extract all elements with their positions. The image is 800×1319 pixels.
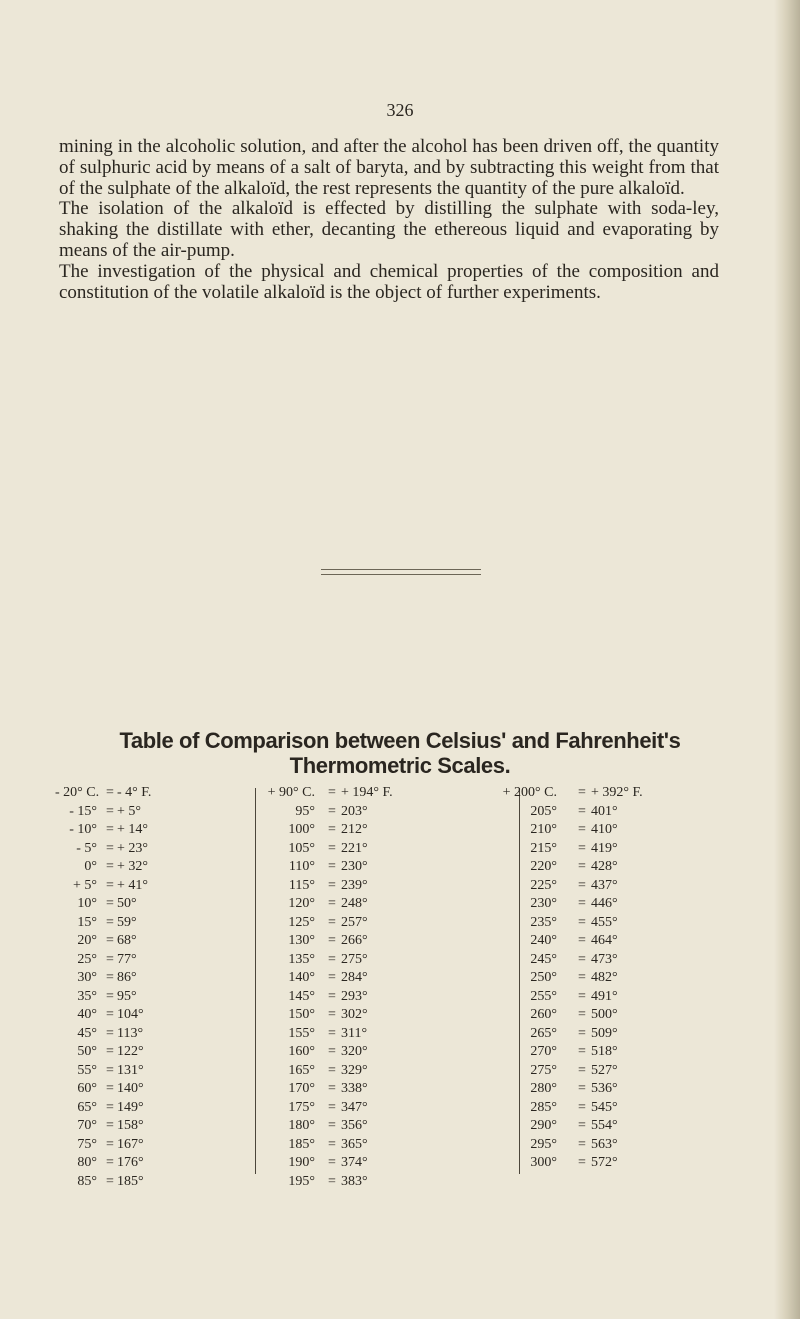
- fahrenheit-value: 266°: [341, 933, 368, 948]
- table-row: [255, 1173, 485, 1192]
- table-row: [255, 840, 485, 859]
- table-row: [487, 895, 737, 914]
- table-row: [487, 1025, 737, 1044]
- equals-sign: =: [106, 859, 114, 874]
- equals-sign: =: [328, 822, 336, 837]
- fahrenheit-value: 365°: [341, 1136, 368, 1152]
- table-row: [487, 877, 737, 896]
- fahrenheit-value: 311°: [341, 1025, 368, 1041]
- equals-sign: =: [578, 1155, 586, 1170]
- table-row: [487, 969, 737, 988]
- table-row: [487, 1006, 737, 1025]
- fahrenheit-value: 104°: [117, 1007, 144, 1022]
- fahrenheit-value: 338°: [341, 1081, 368, 1096]
- celsius-value: 120°: [288, 896, 315, 911]
- table-row: [55, 1006, 225, 1025]
- celsius-value: 250°: [530, 970, 557, 985]
- equals-sign: =: [106, 896, 114, 911]
- table-row: [55, 821, 225, 840]
- table-row: [55, 1136, 225, 1155]
- equals-sign: =: [106, 1044, 114, 1059]
- celsius-value: 95°: [295, 803, 315, 819]
- equals-sign: =: [328, 951, 336, 967]
- fahrenheit-value: 50°: [117, 896, 137, 911]
- table-row: [487, 803, 737, 822]
- equals-sign: =: [328, 1136, 336, 1152]
- celsius-value: 195°: [288, 1173, 315, 1189]
- fahrenheit-value: 113°: [117, 1025, 144, 1041]
- equals-sign: =: [106, 803, 114, 819]
- equals-sign: =: [328, 785, 336, 800]
- table-row: [487, 988, 737, 1007]
- fahrenheit-value: 176°: [117, 1155, 144, 1170]
- celsius-value: 110°: [288, 859, 315, 874]
- equals-sign: =: [106, 914, 114, 930]
- equals-sign: =: [578, 970, 586, 985]
- celsius-value: 30°: [77, 970, 97, 985]
- celsius-value: 235°: [530, 914, 557, 930]
- table-row: [255, 895, 485, 914]
- celsius-value: 75°: [77, 1136, 97, 1152]
- table-row: [55, 951, 225, 970]
- equals-sign: =: [578, 1062, 586, 1078]
- fahrenheit-value: 131°: [117, 1062, 144, 1078]
- equals-sign: =: [328, 988, 336, 1004]
- celsius-value: 255°: [530, 988, 557, 1004]
- fahrenheit-value: 428°: [591, 859, 618, 874]
- table-row: [255, 1025, 485, 1044]
- equals-sign: =: [106, 1173, 114, 1189]
- fahrenheit-value: 527°: [591, 1062, 618, 1078]
- table-row: [255, 1136, 485, 1155]
- equals-sign: =: [328, 1081, 336, 1096]
- paragraph: mining in the alcoholic solution, and after the alcohol has been driven off, the quantity of sulphuric acid by means of a salt of baryta, and by subtracting this weight from that of the sulphate of the alkaloïd, the rest represents the quantity of the pure alkaloïd.: [59, 136, 719, 199]
- table-row: [55, 1154, 225, 1173]
- fahrenheit-value: 122°: [117, 1044, 144, 1059]
- fahrenheit-value: + 194° F.: [341, 785, 393, 800]
- fahrenheit-value: 86°: [117, 970, 137, 985]
- equals-sign: =: [106, 1155, 114, 1170]
- fahrenheit-value: 554°: [591, 1118, 618, 1133]
- equals-sign: =: [328, 859, 336, 874]
- equals-sign: =: [578, 1118, 586, 1133]
- equals-sign: =: [578, 988, 586, 1004]
- celsius-value: 170°: [288, 1081, 315, 1096]
- fahrenheit-value: + 392° F.: [591, 785, 643, 800]
- equals-sign: =: [578, 840, 586, 856]
- celsius-value: 130°: [288, 933, 315, 948]
- fahrenheit-value: 401°: [591, 803, 618, 819]
- table-row: [55, 914, 225, 933]
- celsius-value: - 10°: [69, 822, 97, 837]
- celsius-value: 55°: [77, 1062, 97, 1078]
- table-row: [487, 1117, 737, 1136]
- fahrenheit-value: 284°: [341, 970, 368, 985]
- table-row: [255, 821, 485, 840]
- table-row: [487, 932, 737, 951]
- celsius-value: - 15°: [69, 803, 97, 819]
- table-row: [487, 821, 737, 840]
- table-row: [55, 1117, 225, 1136]
- fahrenheit-value: 320°: [341, 1044, 368, 1059]
- equals-sign: =: [106, 933, 114, 948]
- table-title-line-1: Table of Comparison between Celsius' and Fahrenheit's: [119, 728, 681, 753]
- table-row: [487, 784, 737, 803]
- paragraph: The isolation of the alkaloïd is effected by distilling the sulphate with soda-ley, shaking the distillate with ether, decanting the ethereous liquid and evaporating by means of the air-pump.: [59, 198, 719, 261]
- table-row: [255, 951, 485, 970]
- equals-sign: =: [328, 896, 336, 911]
- body-text: [59, 137, 719, 303]
- table-row: [487, 858, 737, 877]
- table-row: [255, 803, 485, 822]
- table-row: [255, 1043, 485, 1062]
- fahrenheit-value: 140°: [117, 1081, 144, 1096]
- equals-sign: =: [106, 1099, 114, 1115]
- fahrenheit-value: 374°: [341, 1155, 368, 1170]
- table-row: [487, 840, 737, 859]
- table-row: [255, 1099, 485, 1118]
- equals-sign: =: [578, 877, 586, 893]
- fahrenheit-value: 473°: [591, 951, 618, 967]
- celsius-value: 290°: [530, 1118, 557, 1133]
- celsius-value: 215°: [530, 840, 557, 856]
- equals-sign: =: [328, 914, 336, 930]
- celsius-value: 40°: [77, 1007, 97, 1022]
- celsius-value: 180°: [288, 1118, 315, 1133]
- celsius-value: 240°: [530, 933, 557, 948]
- fahrenheit-value: + 41°: [117, 877, 148, 893]
- equals-sign: =: [578, 1007, 586, 1022]
- equals-sign: =: [106, 1118, 114, 1133]
- fahrenheit-value: 437°: [591, 877, 618, 893]
- fahrenheit-value: 59°: [117, 914, 137, 930]
- equals-sign: =: [106, 1081, 114, 1096]
- fahrenheit-value: 545°: [591, 1099, 618, 1115]
- celsius-value: 125°: [288, 914, 315, 930]
- table-row: [55, 895, 225, 914]
- equals-sign: =: [328, 1155, 336, 1170]
- celsius-value: - 20° C.: [55, 785, 100, 800]
- equals-sign: =: [578, 1025, 586, 1041]
- celsius-value: 25°: [77, 951, 97, 967]
- fahrenheit-value: 455°: [591, 914, 618, 930]
- celsius-value: 270°: [530, 1044, 557, 1059]
- equals-sign: =: [328, 1025, 336, 1041]
- table-row: [55, 784, 225, 803]
- equals-sign: =: [106, 840, 114, 856]
- fahrenheit-value: + 14°: [117, 822, 148, 837]
- table-row: [487, 1062, 737, 1081]
- celsius-value: 205°: [530, 803, 557, 819]
- table-row: [55, 1062, 225, 1081]
- celsius-value: 140°: [288, 970, 315, 985]
- fahrenheit-value: + 23°: [117, 840, 148, 856]
- fahrenheit-value: 563°: [591, 1136, 618, 1152]
- table-row: [487, 1154, 737, 1173]
- equals-sign: =: [328, 933, 336, 948]
- celsius-value: 85°: [77, 1173, 97, 1189]
- equals-sign: =: [328, 877, 336, 893]
- celsius-value: 295°: [530, 1136, 557, 1152]
- fahrenheit-value: 239°: [341, 877, 368, 893]
- equals-sign: =: [578, 822, 586, 837]
- equals-sign: =: [578, 914, 586, 930]
- fahrenheit-value: 536°: [591, 1081, 618, 1096]
- celsius-value: 60°: [77, 1081, 97, 1096]
- equals-sign: =: [328, 970, 336, 985]
- table-row: [255, 1062, 485, 1081]
- table-row: [255, 784, 485, 803]
- celsius-value: 265°: [530, 1025, 557, 1041]
- fahrenheit-value: 509°: [591, 1025, 618, 1041]
- table-column-3: [487, 784, 737, 1173]
- table-column-1: [55, 784, 225, 1191]
- equals-sign: =: [106, 1025, 114, 1041]
- table-row: [255, 969, 485, 988]
- table-row: [55, 1043, 225, 1062]
- fahrenheit-value: 518°: [591, 1044, 618, 1059]
- fahrenheit-value: + 32°: [117, 859, 148, 874]
- celsius-value: 35°: [77, 988, 97, 1004]
- table-row: [55, 858, 225, 877]
- fahrenheit-value: 257°: [341, 914, 368, 930]
- equals-sign: =: [578, 1044, 586, 1059]
- table-row: [55, 1080, 225, 1099]
- celsius-value: 275°: [530, 1062, 557, 1078]
- celsius-value: + 200° C.: [502, 785, 557, 800]
- equals-sign: =: [106, 822, 114, 837]
- equals-sign: =: [106, 1062, 114, 1078]
- table-row: [55, 1173, 225, 1192]
- table-row: [255, 1117, 485, 1136]
- fahrenheit-value: 167°: [117, 1136, 144, 1152]
- table-row: [55, 803, 225, 822]
- celsius-value: + 5°: [73, 877, 97, 893]
- celsius-value: 190°: [288, 1155, 315, 1170]
- celsius-value: 155°: [288, 1025, 315, 1041]
- fahrenheit-value: 500°: [591, 1007, 618, 1022]
- fahrenheit-value: 302°: [341, 1007, 368, 1022]
- equals-sign: =: [328, 1099, 336, 1115]
- equals-sign: =: [578, 785, 586, 800]
- celsius-value: 50°: [77, 1044, 97, 1059]
- celsius-value: 45°: [77, 1025, 97, 1041]
- table-row: [487, 1099, 737, 1118]
- fahrenheit-value: 464°: [591, 933, 618, 948]
- fahrenheit-value: 203°: [341, 803, 368, 819]
- table-row: [55, 1025, 225, 1044]
- celsius-value: 65°: [77, 1099, 97, 1115]
- table-title-line-2: Thermometric Scales.: [289, 753, 511, 778]
- celsius-value: 135°: [288, 951, 315, 967]
- fahrenheit-value: 329°: [341, 1062, 368, 1078]
- fahrenheit-value: 95°: [117, 988, 137, 1004]
- table-row: [255, 858, 485, 877]
- equals-sign: =: [106, 951, 114, 967]
- celsius-value: 15°: [77, 914, 97, 930]
- equals-sign: =: [578, 951, 586, 967]
- table-row: [55, 988, 225, 1007]
- equals-sign: =: [578, 803, 586, 819]
- equals-sign: =: [106, 970, 114, 985]
- fahrenheit-value: 410°: [591, 822, 618, 837]
- fahrenheit-value: 221°: [341, 840, 368, 856]
- fahrenheit-value: 482°: [591, 970, 618, 985]
- table-row: [55, 877, 225, 896]
- table-row: [255, 1080, 485, 1099]
- celsius-value: 280°: [530, 1081, 557, 1096]
- celsius-value: 160°: [288, 1044, 315, 1059]
- table-column-2: [255, 784, 485, 1191]
- equals-sign: =: [578, 896, 586, 911]
- table-row: [255, 1006, 485, 1025]
- celsius-value: 230°: [530, 896, 557, 911]
- conversion-table: [55, 784, 735, 1194]
- celsius-value: 0°: [84, 859, 97, 874]
- paragraph: The investigation of the physical and chemical properties of the composition and constitution of the volatile alkaloïd is the object of further experiments.: [59, 260, 719, 303]
- celsius-value: 20°: [77, 933, 97, 948]
- celsius-value: 100°: [288, 822, 315, 837]
- celsius-value: 115°: [288, 877, 315, 893]
- table-row: [487, 1136, 737, 1155]
- section-divider-bottom: [321, 574, 481, 575]
- fahrenheit-value: 419°: [591, 840, 618, 856]
- celsius-value: - 5°: [76, 840, 97, 856]
- celsius-value: 300°: [530, 1155, 557, 1170]
- fahrenheit-value: 356°: [341, 1118, 368, 1133]
- fahrenheit-value: 212°: [341, 822, 368, 837]
- fahrenheit-value: 347°: [341, 1099, 368, 1115]
- fahrenheit-value: 383°: [341, 1173, 368, 1189]
- fahrenheit-value: 185°: [117, 1173, 144, 1189]
- equals-sign: =: [328, 803, 336, 819]
- celsius-value: 245°: [530, 951, 557, 967]
- celsius-value: 10°: [77, 896, 97, 911]
- equals-sign: =: [106, 877, 114, 893]
- table-row: [255, 914, 485, 933]
- table-row: [255, 877, 485, 896]
- section-divider-top: [321, 569, 481, 570]
- table-row: [487, 914, 737, 933]
- equals-sign: =: [578, 1081, 586, 1096]
- celsius-value: 285°: [530, 1099, 557, 1115]
- table-row: [255, 1154, 485, 1173]
- table-row: [55, 1099, 225, 1118]
- fahrenheit-value: 248°: [341, 896, 368, 911]
- equals-sign: =: [578, 1136, 586, 1152]
- celsius-value: 150°: [288, 1007, 315, 1022]
- equals-sign: =: [578, 933, 586, 948]
- fahrenheit-value: 275°: [341, 951, 368, 967]
- fahrenheit-value: - 4° F.: [117, 785, 152, 800]
- equals-sign: =: [106, 1136, 114, 1152]
- celsius-value: 175°: [288, 1099, 315, 1115]
- celsius-value: 260°: [530, 1007, 557, 1022]
- equals-sign: =: [578, 1099, 586, 1115]
- fahrenheit-value: 68°: [117, 933, 137, 948]
- table-row: [55, 840, 225, 859]
- table-title: [0, 728, 800, 778]
- celsius-value: 225°: [530, 877, 557, 893]
- fahrenheit-value: 77°: [117, 951, 137, 967]
- fahrenheit-value: 491°: [591, 988, 618, 1004]
- table-row: [487, 1043, 737, 1062]
- fahrenheit-value: 158°: [117, 1118, 144, 1133]
- table-row: [487, 1080, 737, 1099]
- equals-sign: =: [106, 785, 114, 800]
- fahrenheit-value: 293°: [341, 988, 368, 1004]
- table-row: [55, 969, 225, 988]
- table-row: [255, 988, 485, 1007]
- equals-sign: =: [328, 1118, 336, 1133]
- equals-sign: =: [328, 1173, 336, 1189]
- table-row: [55, 932, 225, 951]
- celsius-value: 185°: [288, 1136, 315, 1152]
- table-row: [255, 932, 485, 951]
- celsius-value: 165°: [288, 1062, 315, 1078]
- equals-sign: =: [328, 840, 336, 856]
- equals-sign: =: [328, 1007, 336, 1022]
- celsius-value: 145°: [288, 988, 315, 1004]
- equals-sign: =: [106, 988, 114, 1004]
- equals-sign: =: [328, 1044, 336, 1059]
- page-number: 326: [386, 100, 414, 120]
- equals-sign: =: [328, 1062, 336, 1078]
- celsius-value: 220°: [530, 859, 557, 874]
- celsius-value: 105°: [288, 840, 315, 856]
- table-row: [487, 951, 737, 970]
- celsius-value: 70°: [77, 1118, 97, 1133]
- celsius-value: + 90° C.: [267, 785, 315, 800]
- fahrenheit-value: 230°: [341, 859, 368, 874]
- fahrenheit-value: 149°: [117, 1099, 144, 1115]
- fahrenheit-value: 572°: [591, 1155, 618, 1170]
- fahrenheit-value: + 5°: [117, 803, 141, 819]
- celsius-value: 80°: [77, 1155, 97, 1170]
- celsius-value: 210°: [530, 822, 557, 837]
- equals-sign: =: [106, 1007, 114, 1022]
- page-edge-shadow: [774, 0, 800, 1319]
- fahrenheit-value: 446°: [591, 896, 618, 911]
- equals-sign: =: [578, 859, 586, 874]
